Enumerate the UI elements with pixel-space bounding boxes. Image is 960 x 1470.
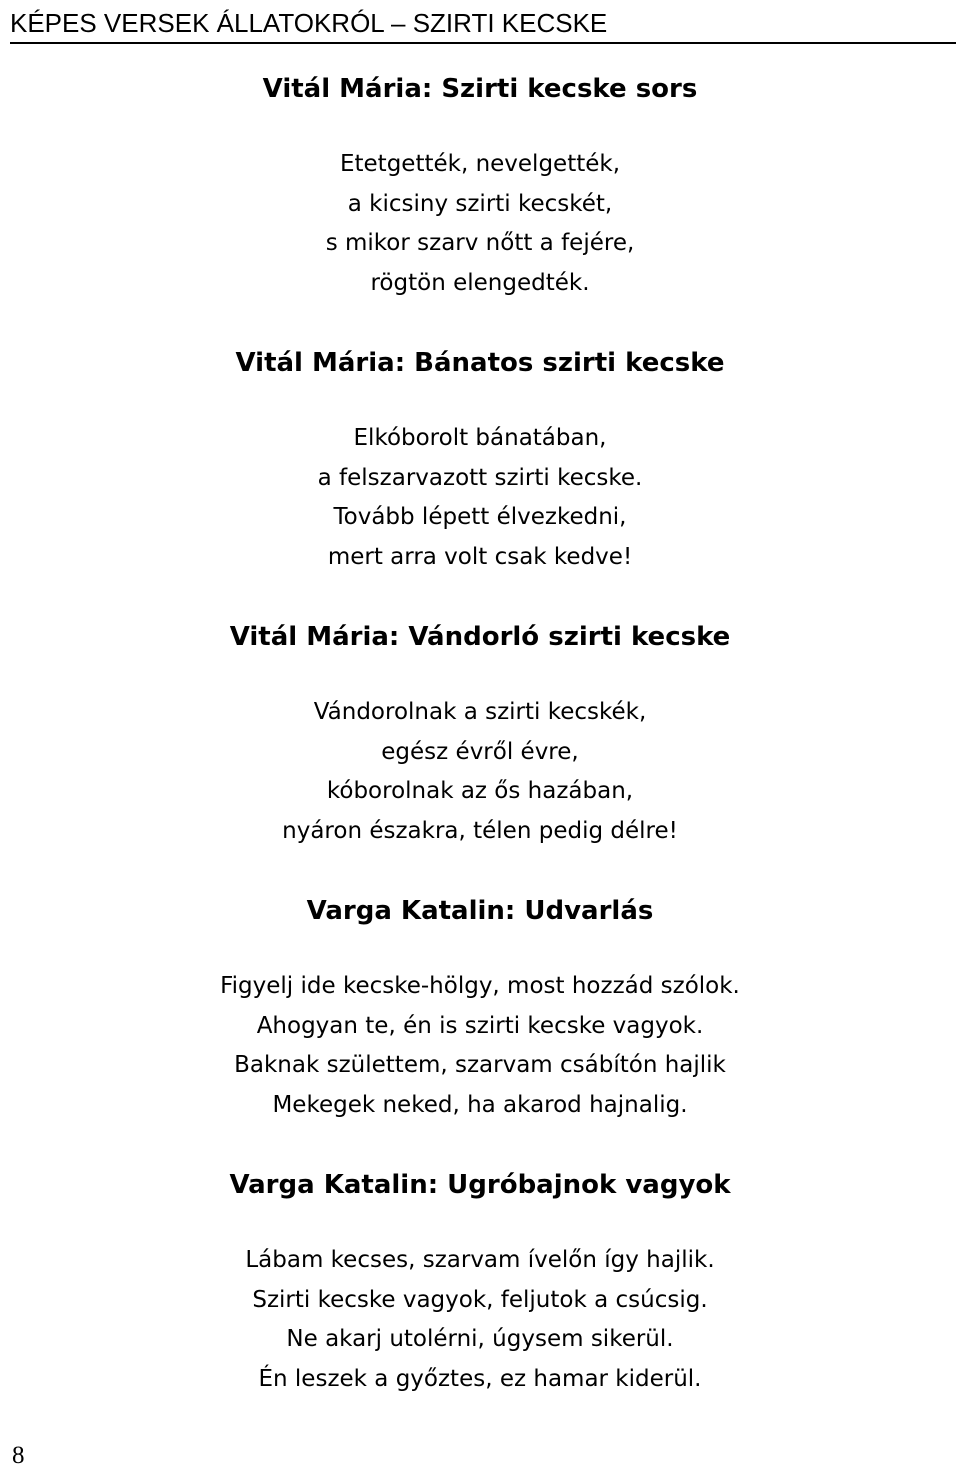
poem-title: Varga Katalin: Udvarlás xyxy=(306,896,654,926)
poem-line: Baknak születtem, szarvam csábítón hajlik xyxy=(234,1052,726,1078)
page-number: 8 xyxy=(12,1442,25,1469)
poem-title: Vitál Mária: Bánatos szirti kecske xyxy=(235,348,725,378)
poem-stanza xyxy=(0,693,960,851)
poem xyxy=(0,73,960,303)
poem-line: Én leszek a győztes, ez hamar kiderül. xyxy=(258,1365,702,1392)
poem-line: s mikor szarv nőtt a fejére, xyxy=(325,230,635,256)
poem-line: a kicsiny szirti kecskét, xyxy=(347,190,613,217)
poem xyxy=(0,1169,960,1399)
poem-title: Vitál Mária: Szirti kecske sors xyxy=(262,74,698,104)
poem-line: nyáron északra, télen pedig délre! xyxy=(282,817,678,844)
poem-line: Mekegek neked, ha akarod hajnalig. xyxy=(272,1091,688,1118)
poem-line: Ne akarj utolérni, úgysem sikerül. xyxy=(286,1326,674,1352)
poem-stanza xyxy=(0,145,960,303)
poem-line: Ahogyan te, én is szirti kecske vagyok. xyxy=(256,1012,704,1039)
page-header-title: KÉPES VERSEK ÁLLATOKRÓL – SZIRTI KECSKE xyxy=(10,8,608,38)
page-header xyxy=(10,6,956,44)
poem-line: Vándorolnak a szirti kecskék, xyxy=(313,699,647,725)
poem-line: kóborolnak az ős hazában, xyxy=(326,778,634,804)
poem-title: Varga Katalin: Ugróbajnok vagyok xyxy=(229,1170,731,1200)
poem-stanza xyxy=(0,419,960,577)
poem-line: rögtön elengedték. xyxy=(370,269,590,296)
poem xyxy=(0,621,960,851)
poem-line: Figyelj ide kecske-hölgy, most hozzád szólok. xyxy=(220,973,740,999)
poem-line: Szirti kecske vagyok, feljutok a csúcsig. xyxy=(252,1286,708,1313)
poem-line: Etetgették, nevelgették, xyxy=(339,151,621,177)
poem-line: Elkóborolt bánatában, xyxy=(353,425,607,451)
poem xyxy=(0,895,960,1125)
poem-stanza xyxy=(0,1241,960,1399)
poem-line: mert arra volt csak kedve! xyxy=(327,543,633,570)
poem xyxy=(0,347,960,577)
poem-line: Tovább lépett élvezkedni, xyxy=(333,504,627,530)
poem-line: Lábam kecses, szarvam ívelőn így hajlik. xyxy=(245,1247,715,1273)
poem-stanza xyxy=(0,967,960,1125)
poem-title: Vitál Mária: Vándorló szirti kecske xyxy=(229,622,731,652)
poem-line: a felszarvazott szirti kecske. xyxy=(317,464,643,491)
poem-line: egész évről évre, xyxy=(381,738,579,765)
poem-collection xyxy=(0,56,960,1399)
